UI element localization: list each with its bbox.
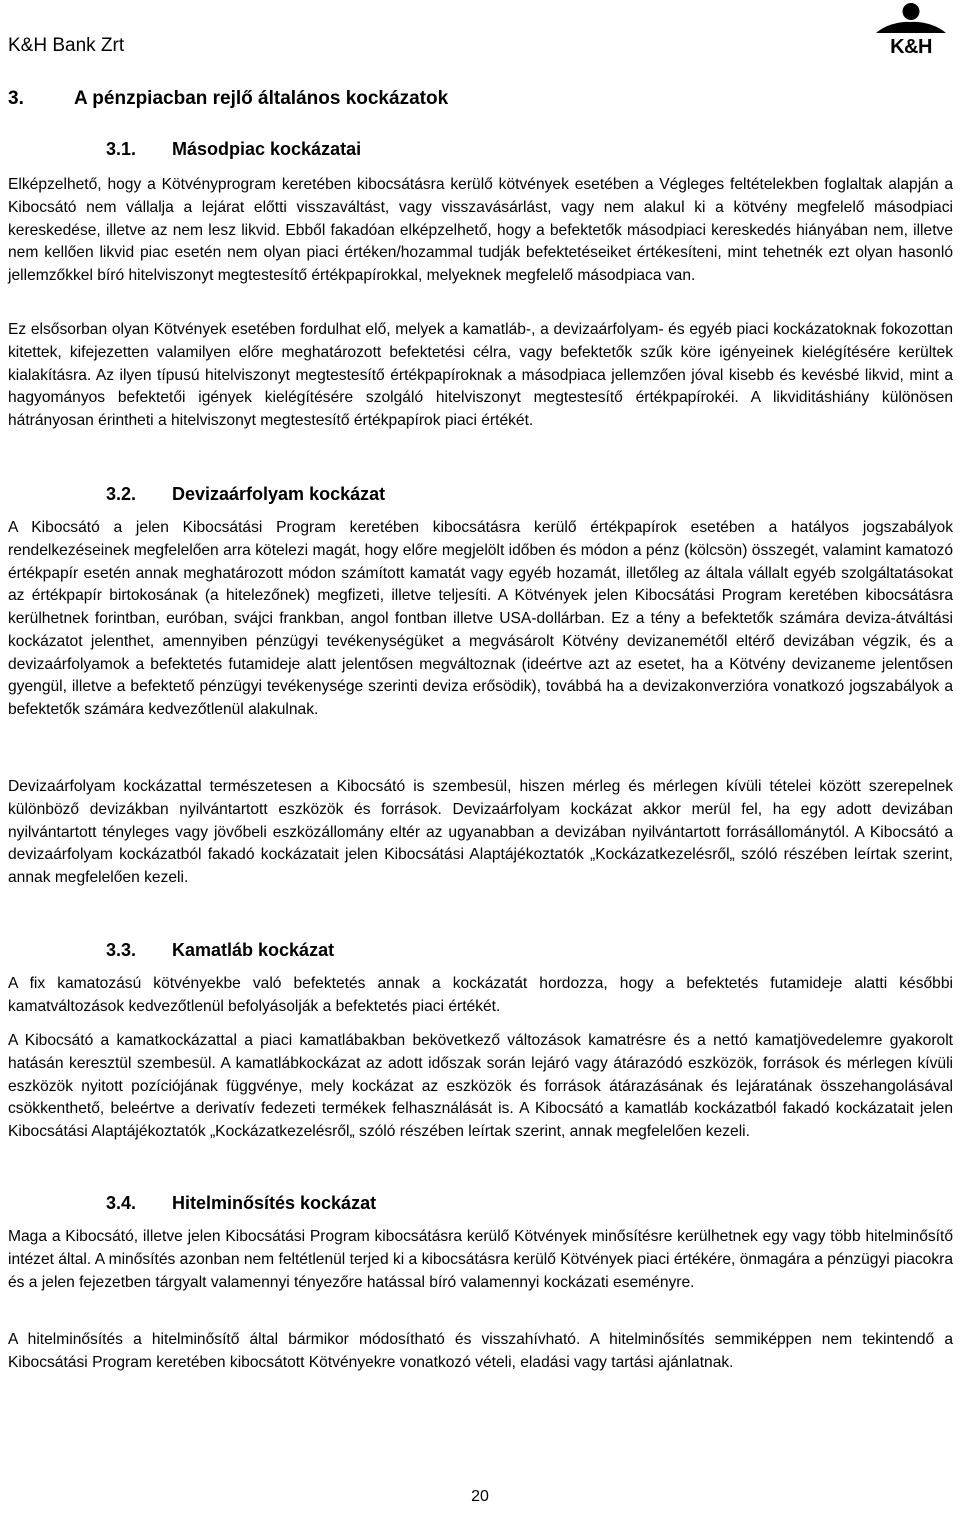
subsection-title: Másodpiac kockázatai — [172, 139, 362, 159]
subsection-heading — [106, 937, 334, 963]
subsection-number: 3.2. — [106, 484, 137, 504]
paragraph: Ez elsősorban olyan Kötvények esetében fordulhat elő, melyek a kamatláb-, a devizaárfolyam- és egyéb piaci kockázatoknak fokozottan kitettek, kifejezetten valamilyen előre meghatározott befektetési célra, vagy befektetők szűk köre igényeinek kielégítésére kerültek kialakításra. Az ilyen típusú hitelviszonyt megtestesítő értékpapíroknak a másodpiaca jellemzően jóval kisebb és kevésbé likvid, mint a hagyományos befektetői igények kielégítésére szolgáló hitelviszonyt megtestesítő értékpapírokéi. A likviditáshiány különösen hátrányosan érintheti a hitelviszonyt megtestesítő értékpapírok piaci értékét. — [8, 321, 953, 429]
subsection-heading — [106, 136, 361, 162]
section-heading — [8, 86, 448, 112]
page-number: 20 — [471, 1488, 489, 1505]
section-number: 3. — [8, 88, 24, 109]
subsection-heading — [106, 1190, 376, 1216]
subsection-title: Hitelminősítés kockázat — [172, 1193, 377, 1213]
paragraph: Devizaárfolyam kockázattal természetesen a Kibocsátó is szembesül, hiszen mérleg és mérlegen kívüli tételei között szerepelnek különböző devizákban nyilvántartott eszközök és források. Devizaárfolyam kockázat akkor merül fel, ha egy adott devizában nyilvántartott tényleges vagy jövőbeli eszközállomány eltér az ugyanabban a devizában nyilvántartott forrásállománytól. A Kibocsátó a devizaárfolyam kockázatból fakadó kockázatait jelen Kibocsátási Alaptájékoztatók „Kockázatkezelésről„ szóló részében leírtak szerint, annak megfelelően kezeli. — [8, 778, 953, 886]
header-company-name: K&H Bank Zrt — [8, 35, 125, 56]
logo-text: K&H — [890, 36, 932, 58]
kh-logo — [872, 2, 950, 60]
subsection-title: Kamatláb kockázat — [172, 940, 335, 960]
subsection-title: Devizaárfolyam kockázat — [172, 484, 386, 504]
paragraph: A fix kamatozású kötvényekbe való befektetés annak a kockázatát hordozza, hogy a befektetés futamideje alatti későbbi kamatváltozások kedvezőtlenül befolyásolják a befektetés piaci értékét. — [8, 975, 953, 1015]
subsection-number: 3.3. — [106, 940, 137, 960]
kh-figure-logo-icon — [872, 2, 950, 36]
paragraph: A Kibocsátó a jelen Kibocsátási Program keretében kibocsátásra kerülő értékpapírok esetében a hatályos jogszabályok rendelkezéseinek megfelelően arra kötelezi magát, hogy előre megjelölt időben és módon a pénz (kölcsön) összegét, valamint kamatozó értékpapír esetén annak meghatározott módon számított kamatát vagy egyéb hozamát, illetőleg az általa vállalt egyéb szolgáltatásokat az értékpapír birtokosának (a hitelezőnek) megfizeti, illetve teljesíti. A Kötvények jelen Kibocsátási Program keretében kibocsátásra kerülhetnek forintban, euróban, svájci frankban, angol fontban illetve USA-dollárban. Ez a tény a befektetők számára deviza-átváltási kockázatot jelenthet, amennyiben pénzügyi tevékenységüket a megvásárolt Kötvény devizanemétől eltérő devizában végzik, és a devizaárfolyamok a befektetés futamideje alatt jelentősen megváltoznak (ideértve azt az esetet, ha a Kötvény devizaneme jelentősen gyengül, illetve a befektető pénzügyi tevékenysége szerinti deviza erősödik), továbbá ha a devizakonverzióra vonatkozó jogszabályok a befektetők számára kedvezőtlenül alakulnak. — [8, 519, 953, 718]
subsection-heading — [106, 481, 385, 507]
paragraph: Maga a Kibocsátó, illetve jelen Kibocsátási Program kibocsátásra kerülő Kötvények minősítésre kerülhetnek egy vagy több hitelminősítő intézet által. A minősítés azonban nem feltétlenül terjed ki a kibocsátásra kerülő Kötvények piaci értékére, önmagára a pénzügyi piacokra és a jelen fejezetben tárgyalt valamennyi tényezőre hatással bíró valamennyi kockázati eseményre. — [8, 1228, 953, 1291]
paragraph: A Kibocsátó a kamatkockázattal a piaci kamatlábakban bekövetkező változások kamatrésre és a nettó kamatjövedelemre gyakorolt hatásán keresztül szembesül. A kamatlábkockázat az adott időszak során lejáró vagy átárazódó eszközök, források és mérlegen kívüli eszközök nyitott pozíciójának függvénye, mely kockázat az eszközök és források átárazásának és lejáratának összehangolásával csökkenthető, beleértve a derivatív fedezeti termékek felhasználását is. A Kibocsátó a kamatláb kockázatból fakadó kockázatait jelen Kibocsátási Alaptájékoztatók „Kockázatkezelésről„ szóló részében leírtak szerint, annak megfelelően kezeli. — [8, 1032, 953, 1140]
subsection-number: 3.1. — [106, 139, 137, 159]
section-title: A pénzpiacban rejlő általános kockázatok — [74, 88, 449, 109]
paragraph: A hitelminősítés a hitelminősítő által bármikor módosítható és visszahívható. A hitelminősítés semmiképpen nem tekintendő a Kibocsátási Program keretében kibocsátott Kötvényekre vonatkozó vételi, eladási vagy tartási ajánlatnak. — [8, 1331, 953, 1371]
paragraph: Elképzelhető, hogy a Kötvényprogram keretében kibocsátásra kerülő kötvények esetében a Végleges feltételekben foglaltak alapján a Kibocsátó nem vállalja a lejárat előtti visszaváltást, vagy visszavásárlást, vagy nem alakul ki a kötvény megfelelő másodpiaci kereskedése, illetve az nem lesz likvid. Ebből fakadóan elképzelhető, hogy a befektetők másodpiaci kereskedés hiányában nem, illetve nem kellően likvid piac esetén nem olyan piaci értéken/hozammal tudják befektetéseiket értékesíteni, mint tehetnék ezt olyan hasonló jellemzőkkel bíró hitelviszonyt megtestesítő értékpapírokkal, melyeknek megfelelő másodpiaca van. — [8, 176, 953, 284]
subsection-number: 3.4. — [106, 1193, 137, 1213]
